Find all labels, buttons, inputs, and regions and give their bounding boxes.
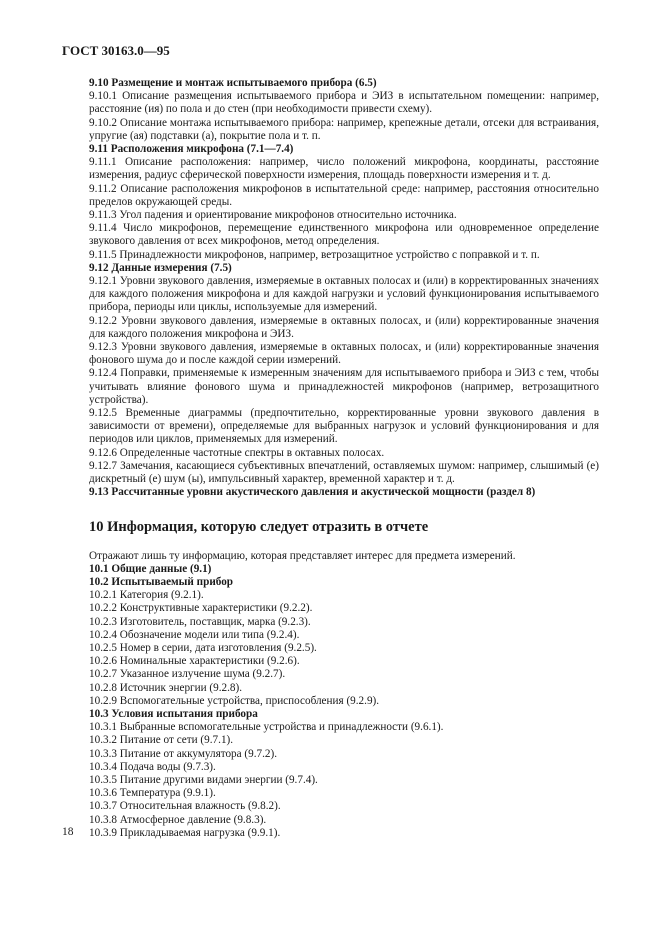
page-number: 18 (62, 826, 74, 838)
paragraph: 9.11.3 Угол падения и ориентирование микрофонов относительно источника. (89, 209, 457, 222)
section-10-title: 10 Информация, которую следует отразить в отчете (89, 518, 429, 535)
section-9-block (89, 77, 599, 500)
paragraph: 9.12.3 Уровни звукового давления, измеряемые в октавных полосах, и (или) корректированные значения фонового шума до и после каждой серии измерений. (89, 341, 599, 367)
paragraph: 10.2.4 Обозначение модели или типа (9.2.4). (89, 628, 300, 641)
paragraph: 10.2.3 Изготовитель, поставщик, марка (9.2.3). (89, 615, 311, 628)
paragraph: 10.3.4 Подача воды (9.7.3). (89, 760, 216, 773)
paragraph: 9.11.1 Описание расположения: например, число положений микрофона, координаты, расстояние измерения, радиус сферической поверхности измерения, площадь поверхности измерения и т. д. (89, 156, 599, 182)
paragraph: 10.2.8 Источник энергии (9.2.8). (89, 681, 243, 694)
paragraph: 9.12.7 Замечания, касающиеся субъективных впечатлений, оставляемых шумом: например, слышимый (е) дискретный (е) шум (ы), импульсивный характер, временной характер и т. д. (89, 459, 599, 486)
subsection-heading: 9.13 Рассчитанные уровни акустического давления и акустической мощности (раздел 8) (89, 486, 536, 499)
paragraph: 10.3.8 Атмосферное давление (9.8.3). (89, 813, 267, 826)
subsection-heading: 9.10 Размещение и монтаж испытываемого прибора (6.5) (89, 77, 377, 89)
paragraph: 9.12.4 Поправки, применяемые к измеренным значениям для испытываемого прибора и ЭИЗ с тем, чтобы учитывать влияние фонового шума и принадлежностей микрофонов (например, ветрозащитного устройства). (89, 367, 599, 406)
paragraph: 10.2.1 Категория (9.2.1). (89, 589, 204, 602)
paragraph: 10.3.3 Питание от аккумулятора (9.7.2). (89, 747, 278, 760)
paragraph: 10.3.9 Прикладываемая нагрузка (9.9.1). (89, 826, 281, 839)
paragraph: 9.12.2 Уровни звукового давления, измеряемые в октавных полосах, и (или) корректированные значения для каждого положения микрофона и ЭИЗ. (89, 314, 599, 340)
section-gap (89, 500, 599, 518)
document-header: ГОСТ 30163.0—95 (62, 43, 170, 58)
paragraph: 10.3.6 Температура (9.9.1). (89, 787, 216, 800)
paragraph: 10.3.7 Относительная влажность (9.8.2). (89, 800, 281, 813)
paragraph: 9.11.5 Принадлежности микрофонов, например, ветрозащитное устройство с поправкой и т. п. (89, 248, 540, 261)
section-10-block (89, 563, 599, 840)
subsection-heading: 10.1 Общие данные (9.1) (89, 562, 212, 575)
paragraph: 10.2.2 Конструктивные характеристики (9.2.2). (89, 602, 313, 615)
section-10-intro: Отражают лишь ту информацию, которая представляет интерес для предмета измерений. (89, 549, 516, 562)
paragraph: 10.2.7 Указанное излучение шума (9.2.7). (89, 668, 286, 681)
subsection-heading: 10.3 Условия испытания прибора (89, 707, 258, 720)
paragraph: 9.12.5 Временные диаграммы (предпочтительно, корректированные уровни звукового давления в зависимости от времени), определяемые для выбранных нагрузок и условий функционирования и для периодов или циклов, применяемых для измерений. (89, 407, 599, 446)
paragraph: 9.10.2 Описание монтажа испытываемого прибора: например, крепежные детали, отсеки для встраивания, упругие (ая) подставки (а), покрытие пола и т. п. (89, 116, 599, 142)
paragraph: 10.2.6 Номинальные характеристики (9.2.6). (89, 655, 300, 668)
paragraph: 9.11.2 Описание расположения микрофонов в испытательной среде: например, расстояния относительно пределов окружающей среды. (89, 182, 599, 208)
paragraph: 10.2.9 Вспомогательные устройства, приспособления (9.2.9). (89, 694, 380, 707)
paragraph: 10.3.1 Выбранные вспомогательные устройства и принадлежности (9.6.1). (89, 721, 444, 734)
subsection-heading: 9.11 Расположения микрофона (7.1—7.4) (89, 143, 294, 156)
paragraph: 10.3.5 Питание другими видами энергии (9.7.4). (89, 773, 318, 786)
paragraph: 9.12.6 Определенные частотные спектры в октавных полосах. (89, 446, 385, 459)
subsection-heading: 10.2 Испытываемый прибор (89, 575, 234, 588)
subsection-heading: 9.12 Данные измерения (7.5) (89, 261, 232, 274)
paragraph: 10.2.5 Номер в серии, дата изготовления (9.2.5). (89, 641, 317, 654)
paragraph: 9.10.1 Описание размещения испытываемого прибора и ЭИЗ в испытательном помещении: например, расстояние (ия) по пола и до стен (при необходимости привести схему). (89, 90, 599, 116)
paragraph: 9.11.4 Число микрофонов, перемещение единственного микрофона или одновременное определение звукового давления от всех микрофонов, метод определения. (89, 222, 599, 248)
document-body (89, 77, 599, 840)
paragraph: 9.12.1 Уровни звукового давления, измеряемые в октавных полосах и (или) в корректированных значениях для каждого положения микрофона и для каждой нагрузки и условий функционирования испытываемого прибора, периоды или циклы, используемые для измерений. (89, 275, 599, 314)
paragraph: 10.3.2 Питание от сети (9.7.1). (89, 734, 234, 747)
